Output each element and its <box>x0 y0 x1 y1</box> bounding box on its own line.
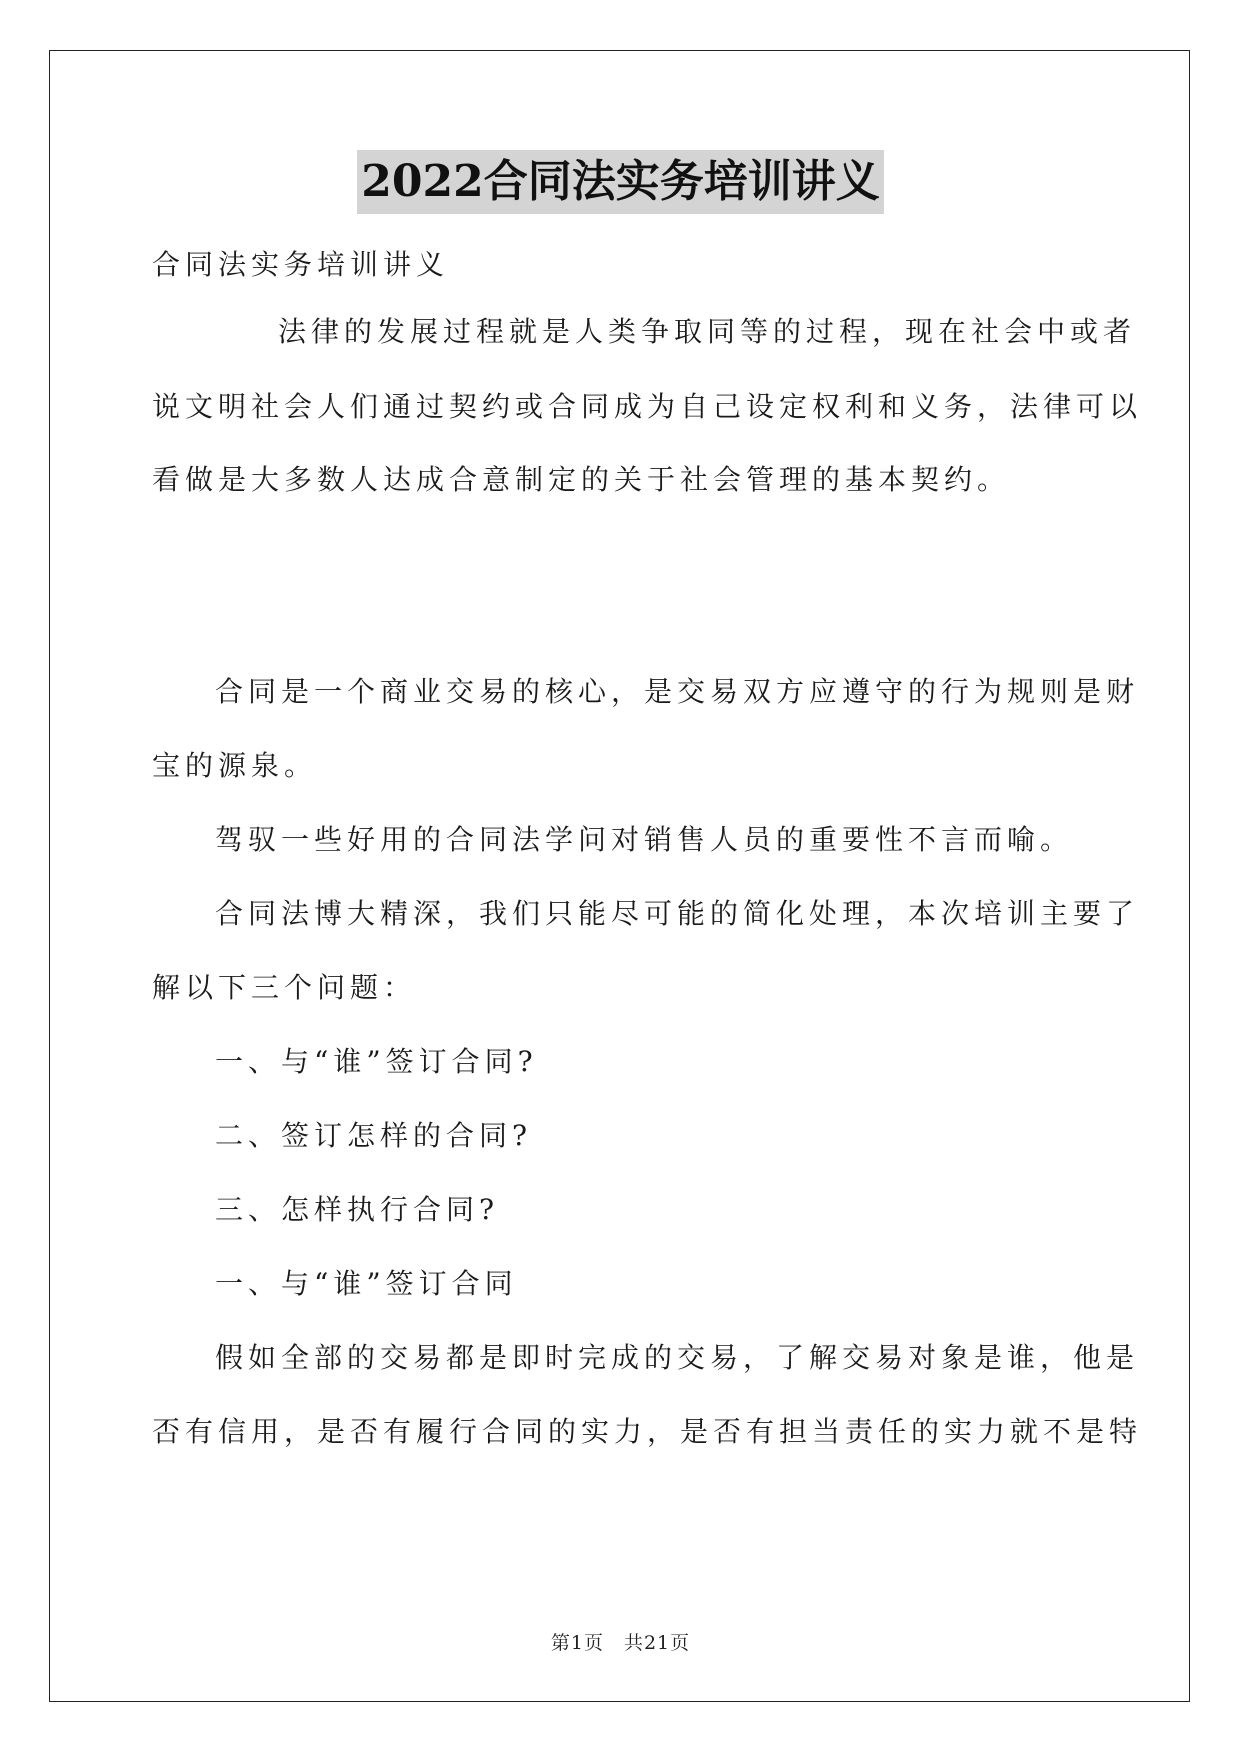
paragraph-line: 假如全部的交易都是即时完成的交易，了解交易对象是谁，他是 <box>215 1341 1140 1374</box>
paragraph-line: 看做是大多数人达成合意制定的关于社会管理的基本契约。 <box>152 463 1011 496</box>
paragraph-line: 否有信用，是否有履行合同的实力，是否有担当责任的实力就不是特 <box>152 1415 1143 1448</box>
paragraph-line: 合同法博大精深，我们只能尽可能的简化处理，本次培训主要了 <box>215 897 1140 930</box>
title-wrap <box>0 150 1241 214</box>
paragraph-line: 合同是一个商业交易的核心，是交易双方应遵守的行为规则是财 <box>215 675 1140 708</box>
paragraph-line: 说文明社会人们通过契约或合同成为自己设定权利和义务，法律可以 <box>152 390 1143 423</box>
list-item: 三、怎样执行合同? <box>215 1193 500 1226</box>
section-heading: 一、与“谁”签订合同 <box>215 1267 518 1300</box>
document-title: 2022合同法实务培训讲义 <box>357 150 883 214</box>
page-border <box>49 50 1190 1702</box>
page-footer: 第1页 共21页 <box>550 1632 691 1654</box>
list-item: 二、签订怎样的合同? <box>215 1119 533 1152</box>
paragraph-line: 宝的源泉。 <box>152 749 318 782</box>
paragraph-line: 驾驭一些好用的合同法学问对销售人员的重要性不言而喻。 <box>215 823 1074 856</box>
paragraph-line: 解以下三个问题： <box>152 971 417 1004</box>
subtitle-line: 合同法实务培训讲义 <box>152 248 450 281</box>
paragraph-line: 法律的发展过程就是人类争取同等的过程，现在社会中或者 <box>278 315 1137 348</box>
list-item: 一、与“谁”签订合同? <box>215 1045 538 1078</box>
